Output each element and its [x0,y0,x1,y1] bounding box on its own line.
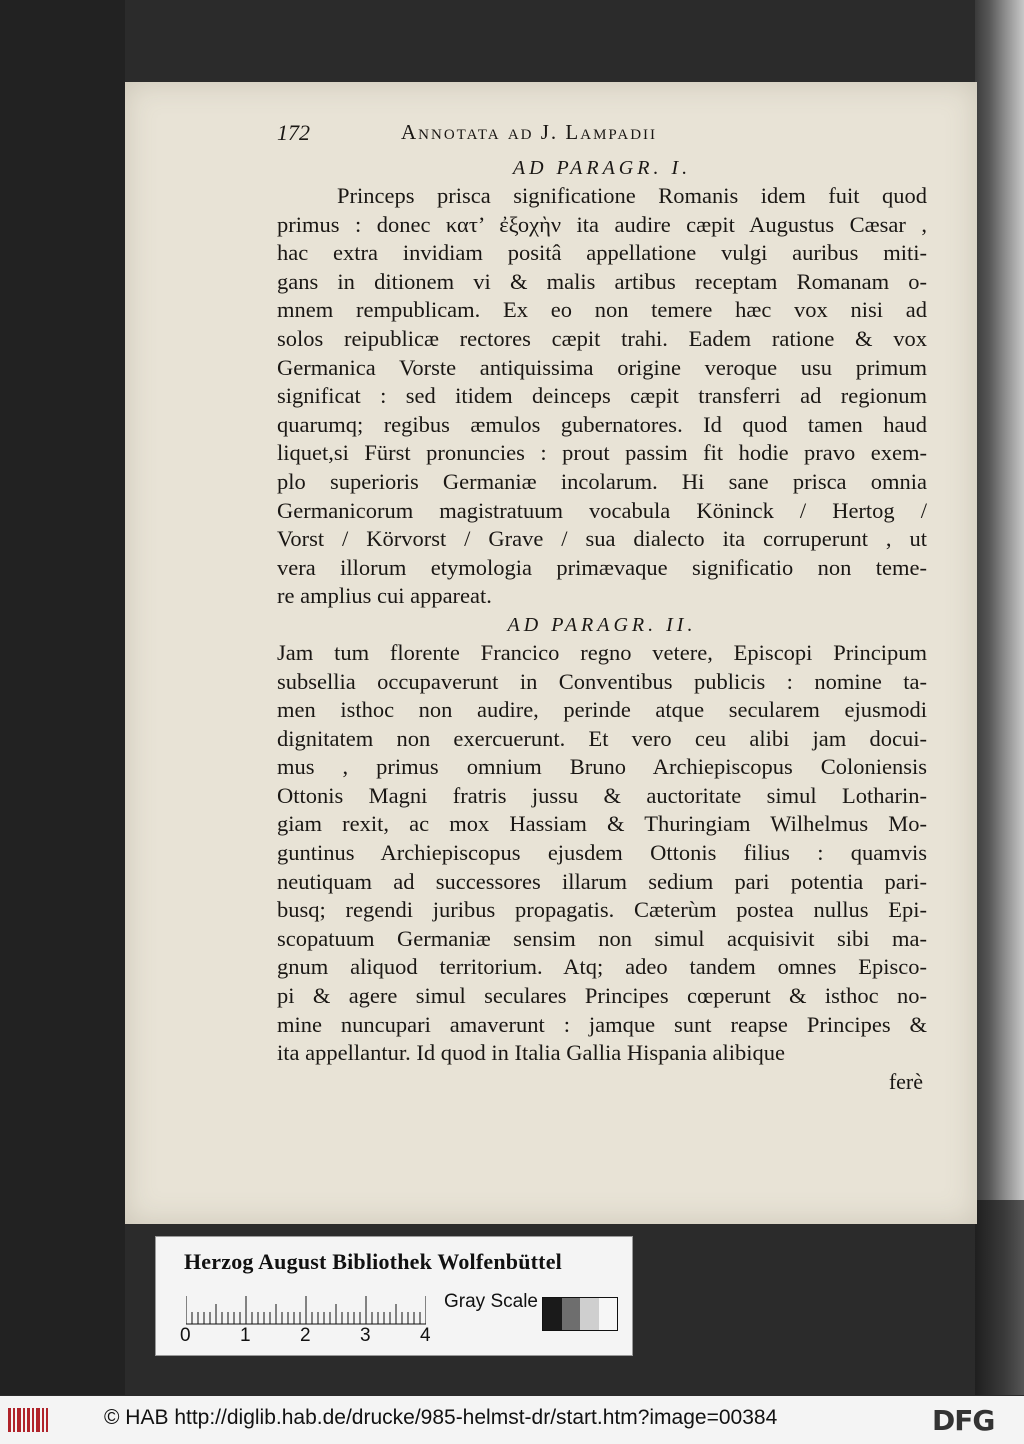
text-line: gnum aliquod territorium. Atq; adeo tandem omnes Episco- [277,954,927,980]
ruler-number: 1 [240,1325,251,1346]
text-line: significat : sed itidem deinceps cæpit transferri ad regionum [277,383,927,409]
text-line: gans in ditionem vi & malis artibus receptam Romanam o- [277,268,927,294]
barcode-logo-icon [8,1406,48,1434]
text-line: busq; regendi juribus propagatis. Cæterùm postea nullus Epi- [277,897,927,923]
text-line: guntinus Archiepiscopus ejusdem Ottonis filius : quamvis [277,840,927,866]
ruler-scale [186,1295,426,1325]
text-line: re amplius cui appareat. [277,583,492,609]
text-line: giam rexit, ac mox Hassiam & Thuringiam Wilhelmus Mo- [277,811,927,837]
page-text-block [277,120,927,1096]
text-line: plo superioris Germaniæ incolarum. Hi sane prisca omnia [277,468,927,494]
gray-scale-swatches [542,1297,618,1331]
ruler-number: 0 [180,1325,191,1346]
text-line: neutiquam ad successores illarum sedium pari potentia pari- [277,868,927,894]
text-line: subsellia occupaverunt in Conventibus publicis : nomine ta- [277,668,927,694]
library-name: Herzog August Bibliothek Wolfenbüttel [184,1249,562,1274]
gray-swatch [599,1298,618,1330]
scanned-page [125,82,977,1224]
text-line: vera illorum etymologia primævaque significatio non teme- [277,554,927,580]
gray-scale-label: Gray Scale [444,1291,538,1312]
text-line: dignitatem non exercuerunt. Et vero ceu alibi jam docui- [277,725,927,751]
section-heading: AD PARAGR. II. [507,613,697,636]
gray-swatch [580,1298,599,1330]
text-line: Germanica Vorste antiquissima origine veroque usu primum [277,354,927,380]
text-line: men isthoc non audire, perinde atque secularem ejusmodi [277,697,927,723]
copyright-url: © HAB http://diglib.hab.de/drucke/985-helmst-dr/start.htm?image=00384 [104,1406,778,1429]
text-line: hac extra invidiam positâ appellatione vulgi auribus miti- [277,240,927,266]
footer-bar [0,1396,1024,1444]
text-line: Jam tum florente Francico regno vetere, Episcopi Principum [277,639,927,665]
gray-swatch [562,1298,581,1330]
gray-swatch [543,1298,562,1330]
page-sections [277,154,927,1068]
text-line: Ottonis Magni fratris jussu & auctoritate simul Lotharin- [277,782,927,808]
running-head [277,120,927,154]
text-line: Princeps prisca significatione Romanis idem fuit quod [337,183,927,208]
running-title: Annotata ad J. Lampadii [401,120,658,144]
text-line: solos reipublicæ rectores cæpit trahi. Eadem ratione & vox [277,325,927,351]
text-line: primus : donec κατ’ ἐξοχὴν ita audire cæpit Augustus Cæsar , [277,211,927,237]
text-line: Germanicorum magistratuum vocabula Köninck / Hertog / [277,497,927,523]
ruler-number: 4 [420,1325,431,1346]
text-line: Vorst / Körvorst / Grave / sua dialecto ita corruperunt , ut [277,526,927,552]
text-line: liquet,si Fürst pronuncies : prout passim fit hodie pravo exem- [277,440,927,466]
text-line: scopatuum Germaniæ sensim non simul acquisivit sibi ma- [277,925,927,951]
section-heading: AD PARAGR. I. [512,157,692,179]
dfg-logo: DFG [932,1404,995,1437]
book-edge-right-lower [975,1200,1024,1395]
ruler-number: 3 [360,1325,371,1346]
catchword: ferè [888,1068,923,1094]
library-color-card [155,1236,633,1356]
ruler-numbers [180,1325,440,1349]
text-line: pi & agere simul seculares Principes cœperunt & isthoc no- [277,983,927,1009]
text-line: mnem rempublicam. Ex eo non temere hæc vox nisi ad [277,297,927,323]
paragraph [277,182,927,611]
paragraph [277,639,927,1068]
book-edge-right [975,0,1024,1395]
page-number: 172 [277,120,310,145]
ruler-number: 2 [300,1325,311,1346]
text-line: quarumq; regibus æmulos gubernatores. Id quod tamen haud [277,411,927,437]
dark-backdrop-left [0,0,125,1395]
text-line: ita appellantur. Id quod in Italia Gallia Hispania alibique [277,1040,785,1066]
text-line: mine nuncupari amaverunt : jamque sunt reapse Principes & [277,1011,927,1037]
text-line: mus , primus omnium Bruno Archiepiscopus Coloniensis [277,754,927,780]
